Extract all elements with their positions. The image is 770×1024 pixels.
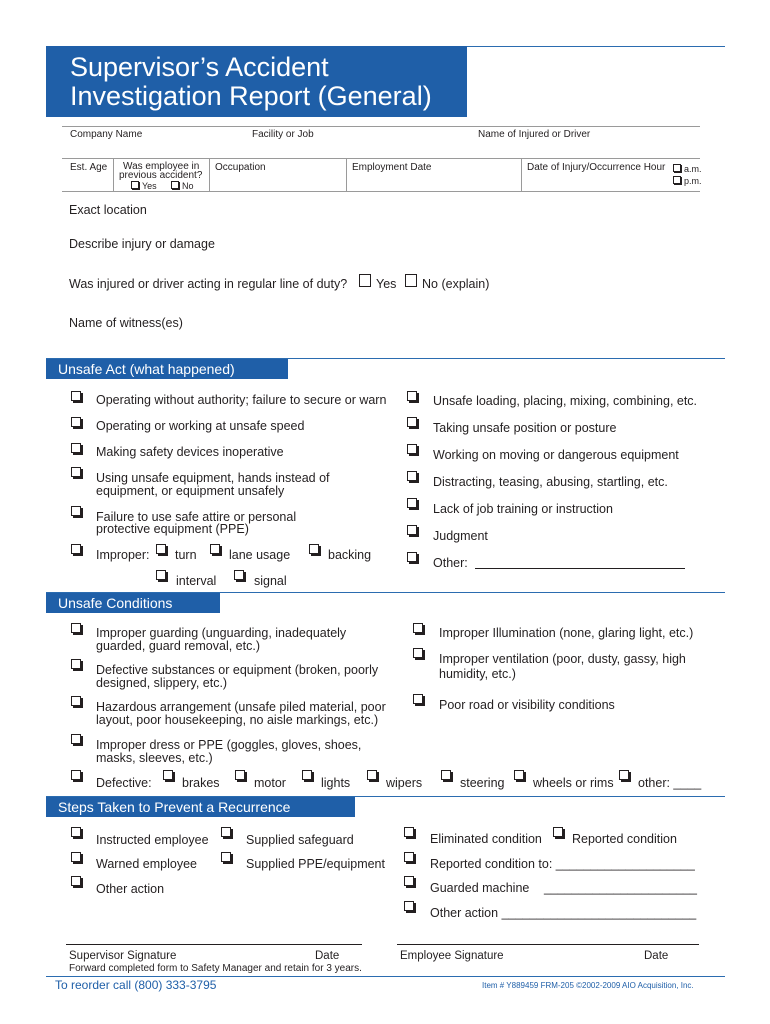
- unsafe-act-item: Using unsafe equipment, hands instead of: [96, 471, 330, 485]
- employment-date-label: Employment Date: [352, 162, 432, 173]
- prev-accident-no[interactable]: [171, 181, 194, 191]
- lane-usage-label: lane usage: [229, 548, 291, 562]
- steering-label: steering: [460, 776, 505, 790]
- wheels-checkbox[interactable]: [514, 770, 524, 780]
- unsafe-act-checkbox[interactable]: [71, 506, 81, 516]
- pm-checkbox[interactable]: [673, 176, 702, 186]
- wheels-label: wheels or rims: [533, 776, 614, 790]
- other-defect-checkbox[interactable]: [619, 770, 629, 780]
- unsafe-condition-item: Improper guarding (unguarding, inadequately: [96, 626, 347, 640]
- duty-yes-label: Yes: [376, 277, 397, 291]
- facility-label: Facility or Job: [252, 129, 314, 140]
- unsafe-condition-item-cont: designed, slippery, etc.): [96, 676, 228, 690]
- other-action-right-label: Other action ____________________________: [430, 906, 697, 920]
- unsafe-act-item: Unsafe loading, placing, mixing, combining, etc.: [433, 394, 698, 408]
- lane-usage-checkbox[interactable]: [210, 544, 220, 554]
- unsafe-act-item: Judgment: [433, 529, 488, 543]
- unsafe-condition-item: Improper Illumination (none, glaring light, etc.): [439, 626, 694, 640]
- duty-no-label: No (explain): [422, 277, 490, 291]
- employee-signature-label: Employee Signature: [400, 950, 504, 962]
- checkbox-icon: [673, 176, 681, 184]
- unsafe-act-item-cont: equipment, or equipment unsafely: [96, 484, 285, 498]
- unsafe-act-checkbox[interactable]: [71, 443, 81, 453]
- safeguard-label: Supplied safeguard: [246, 833, 354, 847]
- unsafe-act-item: Lack of job training or instruction: [433, 502, 613, 516]
- unsafe-condition-checkbox[interactable]: [413, 623, 423, 633]
- defective-checkbox[interactable]: [71, 770, 81, 780]
- reorder-phone: To reorder call (800) 333-3795: [55, 978, 217, 992]
- exact-location-label: Exact location: [69, 203, 147, 217]
- unsafe-condition-item-cont: layout, poor housekeeping, no aisle markings, etc.): [96, 713, 379, 727]
- unsafe-condition-item: Improper ventilation (poor, dusty, gassy, high: [439, 652, 686, 666]
- unsafe-act-checkbox[interactable]: [407, 498, 417, 508]
- reported-to-label: Reported condition to: ____________________: [430, 857, 695, 871]
- unsafe-condition-item-cont: masks, sleeves, etc.): [96, 751, 213, 765]
- title-line-1: Supervisor’s Accident: [70, 52, 329, 82]
- unsafe-act-item: Taking unsafe position or posture: [433, 421, 617, 435]
- title-block: [46, 46, 467, 117]
- unsafe-condition-checkbox[interactable]: [413, 694, 423, 704]
- unsafe-act-checkbox[interactable]: [407, 471, 417, 481]
- company-name-label: Company Name: [70, 129, 143, 140]
- eliminated-label: Eliminated condition: [430, 832, 542, 846]
- unsafe-condition-checkbox[interactable]: [71, 734, 81, 744]
- unsafe-act-item: Operating without authority; failure to secure or warn: [96, 393, 387, 407]
- improper-checkbox[interactable]: [71, 544, 81, 554]
- backing-checkbox[interactable]: [309, 544, 319, 554]
- divider: [346, 158, 347, 191]
- checkbox-icon: [171, 181, 179, 189]
- other-checkbox[interactable]: [407, 552, 417, 562]
- warned-label: Warned employee: [96, 857, 197, 871]
- guarded-label: Guarded machine: [430, 881, 530, 895]
- interval-label: interval: [176, 574, 217, 588]
- brakes-checkbox[interactable]: [163, 770, 173, 780]
- lights-label: lights: [321, 776, 351, 790]
- other-blank-line[interactable]: [475, 568, 685, 569]
- supervisor-signature-label: Supervisor Signature: [69, 950, 177, 962]
- title-line-2: Investigation Report (General): [70, 81, 432, 111]
- backing-label: backing: [328, 548, 372, 562]
- divider: [521, 158, 522, 191]
- unsafe-act-checkbox[interactable]: [407, 417, 417, 427]
- header-rule-2: [62, 158, 700, 159]
- was-employee-label-1: Was employee in: [123, 161, 200, 172]
- warned-checkbox[interactable]: [71, 852, 81, 862]
- unsafe-condition-checkbox[interactable]: [71, 659, 81, 669]
- supervisor-signature-line[interactable]: [66, 944, 362, 945]
- guarded-checkbox[interactable]: [404, 876, 414, 886]
- signal-label: signal: [254, 574, 287, 588]
- lights-checkbox[interactable]: [302, 770, 312, 780]
- unsafe-act-checkbox[interactable]: [71, 391, 81, 401]
- supervisor-date-label: Date: [315, 950, 340, 962]
- witnesses-label: Name of witness(es): [69, 316, 183, 330]
- unsafe-condition-item: Improper dress or PPE (goggles, gloves, shoes,: [96, 738, 362, 752]
- yes-label: Yes: [142, 181, 157, 191]
- wipers-label: wipers: [386, 776, 423, 790]
- reported-label: Reported condition: [572, 832, 677, 846]
- instructed-checkbox[interactable]: [71, 827, 81, 837]
- unsafe-condition-item-cont: guarded, guard removal, etc.): [96, 639, 260, 653]
- unsafe-condition-checkbox[interactable]: [71, 696, 81, 706]
- footer-rule: [46, 976, 725, 977]
- unsafe-condition-item-cont: humidity, etc.): [439, 667, 516, 681]
- other-action-right-checkbox[interactable]: [404, 901, 414, 911]
- top-rule: [467, 46, 725, 47]
- motor-checkbox[interactable]: [235, 770, 245, 780]
- unsafe-conditions-heading: Unsafe Conditions: [46, 593, 220, 613]
- guarded-blank-line[interactable]: ______________________: [544, 881, 697, 895]
- no-label: No: [182, 181, 194, 191]
- divider: [209, 158, 210, 191]
- interval-checkbox[interactable]: [156, 570, 166, 580]
- checkbox-icon: [131, 181, 139, 189]
- other-label: Other:: [433, 556, 468, 570]
- other-defect-label: other: ____: [638, 776, 702, 790]
- unsafe-condition-checkbox[interactable]: [413, 648, 423, 658]
- header-rule-1: [62, 126, 700, 127]
- was-employee-label-2: previous accident?: [119, 170, 203, 181]
- duty-no-checkbox[interactable]: [405, 274, 417, 287]
- checkbox-icon: [673, 164, 681, 172]
- unsafe-condition-checkbox[interactable]: [71, 623, 81, 633]
- unsafe-act-item: Making safety devices inoperative: [96, 445, 284, 459]
- unsafe-act-checkbox[interactable]: [71, 417, 81, 427]
- turn-label: turn: [175, 548, 197, 562]
- date-of-injury-label: Date of Injury/Occurrence Hour: [527, 162, 666, 173]
- motor-label: motor: [254, 776, 286, 790]
- ppe-label: Supplied PPE/equipment: [246, 857, 385, 871]
- reported-checkbox[interactable]: [553, 827, 563, 837]
- ppe-checkbox[interactable]: [221, 852, 231, 862]
- defective-label: Defective:: [96, 776, 152, 790]
- unsafe-act-item: Distracting, teasing, abusing, startling, etc.: [433, 475, 668, 489]
- steering-checkbox[interactable]: [441, 770, 451, 780]
- unsafe-act-checkbox[interactable]: [407, 444, 417, 454]
- divider: [113, 158, 114, 191]
- other-action-checkbox[interactable]: [71, 876, 81, 886]
- instructed-label: Instructed employee: [96, 833, 209, 847]
- forward-note: Forward completed form to Safety Manager and retain for 3 years.: [69, 963, 362, 974]
- am-checkbox[interactable]: [673, 164, 702, 174]
- duty-yes-checkbox[interactable]: [359, 274, 371, 287]
- unsafe-act-item: Failure to use safe attire or personal: [96, 510, 297, 524]
- unsafe-condition-item: Hazardous arrangement (unsafe piled material, poor: [96, 700, 386, 714]
- header-rule-3: [62, 191, 700, 192]
- employee-signature-line[interactable]: [397, 944, 699, 945]
- unsafe-act-item: Working on moving or dangerous equipment: [433, 448, 679, 462]
- other-action-label: Other action: [96, 882, 165, 896]
- name-injured-label: Name of Injured or Driver: [478, 129, 591, 140]
- unsafe-act-checkbox[interactable]: [407, 391, 417, 401]
- unsafe-condition-item: Poor road or visibility conditions: [439, 698, 615, 712]
- item-number: Item # Y889459 FRM-205 ©2002-2009 AIO Acquisition, Inc.: [482, 981, 694, 990]
- unsafe-act-checkbox[interactable]: [407, 525, 417, 535]
- unsafe-act-item-cont: protective equipment (PPE): [96, 522, 249, 536]
- unsafe-act-checkbox[interactable]: [71, 467, 81, 477]
- improper-label: Improper:: [96, 548, 150, 562]
- signal-checkbox[interactable]: [234, 570, 244, 580]
- occupation-label: Occupation: [215, 162, 266, 173]
- eliminated-checkbox[interactable]: [404, 827, 414, 837]
- prev-accident-yes[interactable]: [131, 181, 157, 191]
- pm-label: p.m.: [684, 176, 702, 186]
- turn-checkbox[interactable]: [156, 544, 166, 554]
- safeguard-checkbox[interactable]: [221, 827, 231, 837]
- est-age-label: Est. Age: [70, 162, 108, 173]
- reported-to-checkbox[interactable]: [404, 852, 414, 862]
- employee-date-label: Date: [644, 950, 669, 962]
- wipers-checkbox[interactable]: [367, 770, 377, 780]
- brakes-label: brakes: [182, 776, 220, 790]
- describe-injury-label: Describe injury or damage: [69, 237, 215, 251]
- line-of-duty-question: Was injured or driver acting in regular line of duty?: [69, 277, 348, 291]
- unsafe-act-item: Operating or working at unsafe speed: [96, 419, 305, 433]
- unsafe-act-heading: Unsafe Act (what happened): [46, 359, 288, 379]
- steps-heading: Steps Taken to Prevent a Recurrence: [46, 797, 355, 817]
- am-label: a.m.: [684, 164, 702, 174]
- unsafe-condition-item: Defective substances or equipment (broken, poorly: [96, 663, 379, 677]
